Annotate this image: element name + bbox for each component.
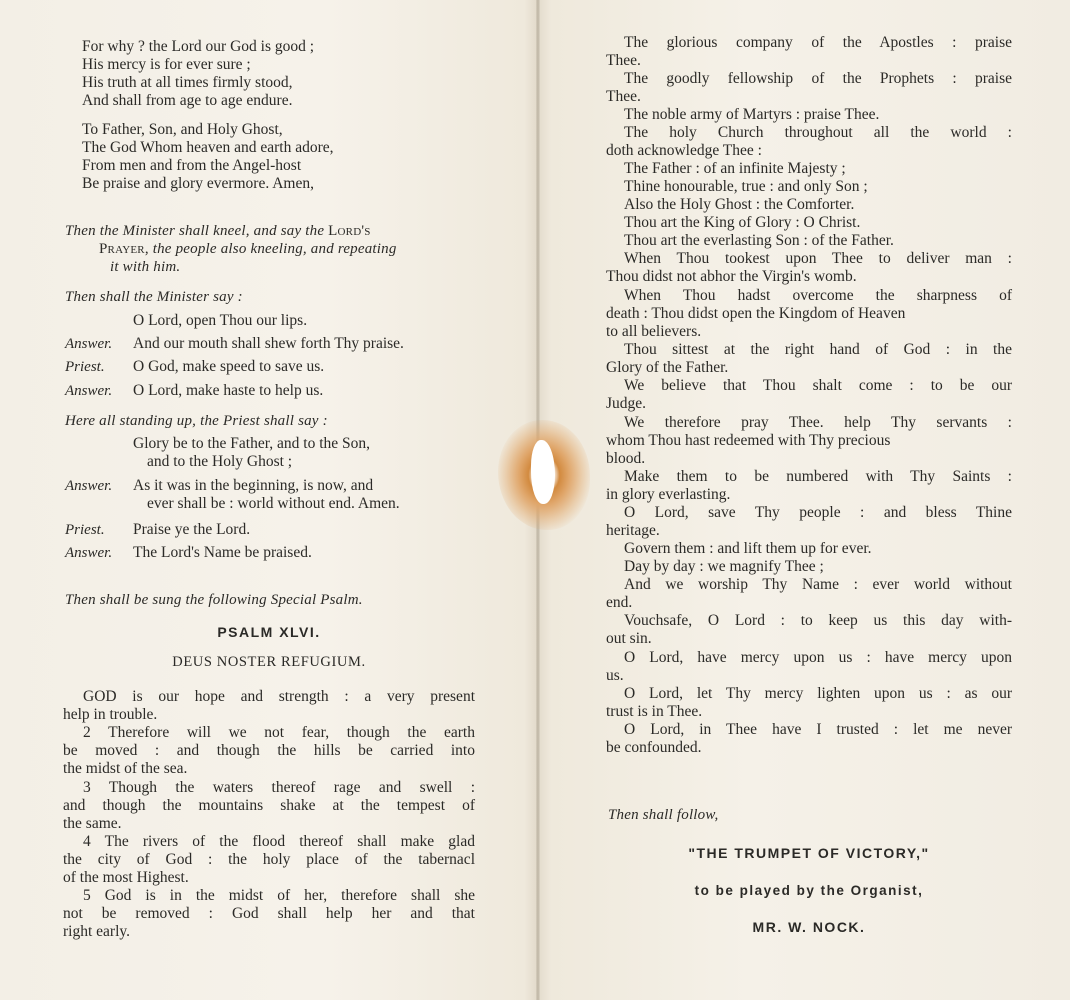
te-deum-line: The Father : of an infinite Majesty ; bbox=[624, 160, 846, 177]
psalm-line: the midst of the sea. bbox=[63, 760, 188, 777]
response-text: Praise ye the Lord. bbox=[133, 521, 251, 538]
te-deum-line: out sin. bbox=[606, 630, 652, 647]
te-deum-line: whom Thou hast redeemed with Thy precious bbox=[606, 432, 891, 449]
te-deum-line: And we worship Thy Name : ever world without bbox=[624, 576, 1012, 593]
psalm-line: right early. bbox=[63, 923, 130, 940]
te-deum-line: The goodly fellowship of the Prophets : praise bbox=[624, 70, 1012, 87]
te-deum-line: We believe that Thou shalt come : to be our bbox=[624, 377, 1012, 394]
te-deum-line: be confounded. bbox=[606, 739, 702, 756]
gloria-line: Glory be to the Father, and to the Son, bbox=[133, 435, 371, 452]
te-deum-line: The glorious company of the Apostles : praise bbox=[624, 34, 1012, 51]
psalm-line: and though the mountains shake at the tempest of bbox=[63, 797, 475, 814]
versicle: O Lord, open Thou our lips. bbox=[133, 312, 308, 329]
gloria-line: and to the Holy Ghost ; bbox=[147, 453, 293, 470]
response-label: Answer. bbox=[65, 545, 113, 561]
psalm-line: not be removed : God shall help her and that bbox=[63, 905, 475, 922]
psalm-line: the same. bbox=[63, 815, 122, 832]
te-deum-line: heritage. bbox=[606, 522, 660, 539]
rubric-kneel: it with him. bbox=[110, 259, 181, 275]
hymn-line: For why ? the Lord our God is good ; bbox=[82, 38, 315, 55]
te-deum-line: Glory of the Father. bbox=[606, 359, 729, 376]
te-deum-line: in glory everlasting. bbox=[606, 486, 731, 503]
te-deum-line: When Thou hadst overcome the sharpness of bbox=[624, 287, 1012, 304]
te-deum-line: Thee. bbox=[606, 52, 641, 69]
te-deum-line: Vouchsafe, O Lord : to keep us this day with- bbox=[624, 612, 1012, 629]
response-text: The Lord's Name be praised. bbox=[133, 544, 312, 561]
psalm-line: help in trouble. bbox=[63, 706, 158, 723]
te-deum-line: trust is in Thee. bbox=[606, 703, 703, 720]
rubric-kneel: Then the Minister shall kneel, and say the Lord's bbox=[65, 223, 371, 239]
response-text: O God, make speed to save us. bbox=[133, 358, 325, 375]
response-text: ever shall be : world without end. Amen. bbox=[147, 495, 400, 512]
hymn-line: From men and from the Angel-host bbox=[82, 157, 302, 174]
played-by: to be played by the Organist, bbox=[694, 883, 924, 898]
psalm-line: GOD is our hope and strength : a very present bbox=[83, 688, 475, 705]
response-label: Answer. bbox=[65, 478, 113, 494]
te-deum-line: Thou didst not abhor the Virgin's womb. bbox=[606, 268, 857, 285]
organist-name: MR. W. NOCK. bbox=[752, 919, 866, 935]
rubric-kneel: Prayer, the people also kneeling, and repeating bbox=[99, 241, 397, 257]
psalm-subtitle: DEUS NOSTER REFUGIUM. bbox=[172, 654, 366, 670]
response-label: Answer. bbox=[65, 383, 113, 399]
hymn-line: His truth at all times firmly stood, bbox=[82, 74, 293, 91]
trumpet-title: "THE TRUMPET OF VICTORY," bbox=[688, 845, 930, 861]
rubric-say: Then shall the Minister say : bbox=[65, 289, 243, 305]
te-deum-line: Thine honourable, true : and only Son ; bbox=[624, 178, 868, 195]
psalm-line: 2 Therefore will we not fear, though the earth bbox=[83, 724, 475, 741]
te-deum-line: Thou art the King of Glory : O Christ. bbox=[624, 214, 861, 231]
rubric-standing: Here all standing up, the Priest shall say : bbox=[65, 413, 328, 429]
psalm-line: the city of God : the holy place of the tabernacl bbox=[63, 851, 475, 868]
psalm-line: be moved : and though the hills be carried into bbox=[63, 742, 475, 759]
hymn-line: Be praise and glory evermore. Amen, bbox=[82, 175, 314, 192]
te-deum-line: doth acknowledge Thee : bbox=[606, 142, 762, 159]
rubric-psalm: Then shall be sung the following Special Psalm. bbox=[65, 592, 363, 608]
response-label: Answer. bbox=[65, 336, 113, 352]
hymn-line: His mercy is for ever sure ; bbox=[82, 56, 251, 73]
hymn-line: And shall from age to age endure. bbox=[82, 92, 293, 109]
te-deum-line: Day by day : we magnify Thee ; bbox=[624, 558, 824, 575]
rubric-follow: Then shall follow, bbox=[608, 807, 719, 823]
te-deum-line: The holy Church throughout all the world : bbox=[624, 124, 1012, 141]
te-deum-line: us. bbox=[606, 667, 624, 684]
response-text: And our mouth shall shew forth Thy praise. bbox=[133, 335, 404, 352]
te-deum-line: When Thou tookest upon Thee to deliver man : bbox=[624, 250, 1012, 267]
te-deum-line: Thou art the everlasting Son : of the Father. bbox=[624, 232, 894, 249]
psalm-line: 5 God is in the midst of her, therefore shall she bbox=[83, 887, 475, 904]
response-label: Priest. bbox=[65, 359, 105, 375]
te-deum-line: blood. bbox=[606, 450, 646, 467]
response-text: As it was in the beginning, is now, and bbox=[133, 477, 374, 494]
te-deum-line: Thee. bbox=[606, 88, 641, 105]
te-deum-line: Make them to be numbered with Thy Saints : bbox=[624, 468, 1012, 485]
response-text: O Lord, make haste to help us. bbox=[133, 382, 324, 399]
te-deum-line: We therefore pray Thee. help Thy servants : bbox=[624, 414, 1012, 431]
hymn-line: The God Whom heaven and earth adore, bbox=[82, 139, 334, 156]
te-deum-line: death : Thou didst open the Kingdom of Heaven bbox=[606, 305, 906, 322]
te-deum-line: The noble army of Martyrs : praise Thee. bbox=[624, 106, 880, 123]
psalm-line: of the most Highest. bbox=[63, 869, 189, 886]
psalm-title: PSALM XLVI. bbox=[217, 624, 321, 640]
te-deum-line: O Lord, have mercy upon us : have mercy upon bbox=[624, 649, 1012, 666]
te-deum-line: Govern them : and lift them up for ever. bbox=[624, 540, 872, 557]
psalm-line: 3 Though the waters thereof rage and swell : bbox=[83, 779, 475, 796]
te-deum-line: to all believers. bbox=[606, 323, 702, 340]
hymn-line: To Father, Son, and Holy Ghost, bbox=[82, 121, 283, 138]
te-deum-line: Thou sittest at the right hand of God : in the bbox=[624, 341, 1012, 358]
te-deum-line: Also the Holy Ghost : the Comforter. bbox=[624, 196, 855, 213]
te-deum-line: O Lord, in Thee have I trusted : let me never bbox=[624, 721, 1012, 738]
psalm-line: 4 The rivers of the flood thereof shall make glad bbox=[83, 833, 475, 850]
te-deum-line: end. bbox=[606, 594, 633, 611]
response-label: Priest. bbox=[65, 522, 105, 538]
te-deum-line: O Lord, save Thy people : and bless Thine bbox=[624, 504, 1012, 521]
te-deum-line: Judge. bbox=[606, 395, 647, 412]
te-deum-line: O Lord, let Thy mercy lighten upon us : as our bbox=[624, 685, 1012, 702]
